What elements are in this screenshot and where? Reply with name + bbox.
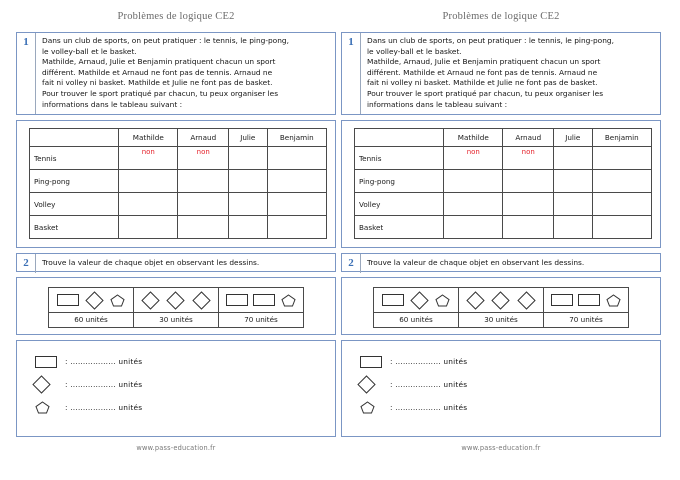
table-header-mathilde: Mathilde (119, 129, 178, 147)
exercise-2-instruction: Trouve la valeur de chaque objet en observant les dessins. (367, 258, 585, 267)
diamond-shape-icon (360, 378, 390, 391)
table-header-arnaud: Arnaud (178, 129, 228, 147)
statement-line: fait ni volley ni basket. Mathilde et Julie ne font pas de basket. (42, 78, 273, 88)
table-cell[interactable] (119, 170, 178, 193)
diamond-shape-icon (492, 291, 510, 309)
statement-line: Dans un club de sports, on peut pratiquer : le tennis, le ping-pong, (367, 36, 614, 45)
shape-group-shapes (459, 288, 543, 312)
diamond-shape-icon (517, 291, 535, 309)
table-cell[interactable] (503, 216, 553, 239)
rectangle-shape-icon (578, 294, 600, 306)
statement-line: Pour trouver le sport pratiqué par chacun, tu peux organiser les (42, 88, 279, 98)
exercise-2-number: 2 (17, 254, 36, 273)
rectangle-shape-icon (226, 294, 248, 306)
table-cell[interactable] (178, 170, 228, 193)
shape-group-value: 70 unités (544, 312, 628, 327)
page-title: Problèmes de logique CE2 (442, 11, 560, 22)
diamond-shape-icon (466, 291, 484, 309)
answer-line[interactable]: : ……………… unités (390, 380, 468, 389)
table-cell[interactable] (119, 216, 178, 239)
table-header-mathilde: Mathilde (444, 129, 503, 147)
statement-line: Dans un club de sports, on peut pratiquer : le tennis, le ping-pong, (42, 36, 289, 45)
shape-group-value: 70 unités (219, 312, 303, 327)
footer-url: www.pass-education.fr (461, 444, 541, 452)
statement-line: différent. Mathilde et Arnaud ne font pas de tennis. Arnaud ne (367, 67, 598, 77)
diamond-shape-icon (167, 291, 185, 309)
diamond-shape-icon (410, 291, 428, 309)
footer-url: www.pass-education.fr (136, 444, 216, 452)
table-cell[interactable]: non (178, 147, 228, 170)
statement-line: différent. Mathilde et Arnaud ne font pas de tennis. Arnaud ne (42, 67, 273, 77)
pentagon-shape-icon (606, 294, 621, 307)
shape-group-value: 30 unités (134, 312, 218, 327)
exercise-1-text (36, 33, 335, 114)
answer-line[interactable]: : ……………… unités (390, 357, 468, 366)
shape-group-value: 30 unités (459, 312, 543, 327)
shape-groups-block (341, 277, 661, 335)
shape-group-shapes (134, 288, 218, 312)
table-cell[interactable] (267, 147, 326, 170)
pentagon-shape-icon (110, 294, 125, 307)
answer-row (17, 350, 335, 373)
table-row-label: Tennis (30, 147, 119, 170)
pentagon-shape-icon (35, 401, 65, 414)
table-cell[interactable] (267, 170, 326, 193)
answer-line[interactable]: : ……………… unités (65, 403, 143, 412)
table-corner-cell (355, 129, 444, 147)
rectangle-shape-icon (35, 356, 65, 368)
rectangle-shape-icon (360, 356, 390, 368)
diamond-shape-icon (35, 378, 65, 391)
answer-line[interactable]: : ……………… unités (390, 403, 468, 412)
table-cell[interactable]: non (444, 147, 503, 170)
statement-line: informations dans le tableau suivant : (367, 99, 508, 109)
table-corner-cell (30, 129, 119, 147)
table-cell[interactable] (444, 170, 503, 193)
table-cell[interactable] (178, 193, 228, 216)
statement-line: Pour trouver le sport pratiqué par chacun, tu peux organiser les (367, 88, 604, 98)
shape-groups (373, 287, 629, 328)
table-row-label: Ping-pong (30, 170, 119, 193)
shape-groups (48, 287, 304, 328)
exercise-2-instruction: Trouve la valeur de chaque objet en observant les dessins. (42, 258, 260, 267)
table-header-benjamin: Benjamin (592, 129, 651, 147)
table-row-label: Ping-pong (355, 170, 444, 193)
table-row-label: Volley (30, 193, 119, 216)
exercise-1-number: 1 (342, 33, 361, 114)
table-header-row (30, 129, 327, 147)
table-cell[interactable] (119, 193, 178, 216)
table-cell[interactable] (503, 170, 553, 193)
shape-group-shapes (374, 288, 458, 312)
table-cell[interactable] (178, 216, 228, 239)
statement-line: fait ni volley ni basket. Mathilde et Julie ne font pas de basket. (367, 78, 598, 88)
answers-block (341, 340, 661, 437)
exercise-2-number: 2 (342, 254, 361, 273)
page-title: Problèmes de logique CE2 (117, 11, 235, 22)
table-cell[interactable] (592, 147, 651, 170)
table-row (30, 170, 327, 193)
table-cell[interactable] (267, 193, 326, 216)
shape-group (134, 288, 219, 327)
pentagon-shape-icon (281, 294, 296, 307)
rectangle-shape-icon (382, 294, 404, 306)
answer-row (342, 396, 660, 419)
shape-group (219, 288, 303, 327)
diamond-shape-icon (141, 291, 159, 309)
logic-table (354, 128, 652, 239)
table-cell[interactable] (553, 216, 592, 239)
table-row (355, 193, 652, 216)
table-cell[interactable] (592, 216, 651, 239)
exercise-1-number: 1 (17, 33, 36, 114)
table-header-benjamin: Benjamin (267, 129, 326, 147)
table-cell[interactable] (553, 147, 592, 170)
exercise-2-statement-block (16, 253, 336, 272)
shape-groups-block (16, 277, 336, 335)
table-cell[interactable] (228, 216, 267, 239)
table-header-row (355, 129, 652, 147)
diamond-shape-icon (85, 291, 103, 309)
diamond-shape-icon (192, 291, 210, 309)
pentagon-shape-icon (360, 401, 390, 414)
table-row (355, 216, 652, 239)
table-cell[interactable] (553, 193, 592, 216)
worksheet-copy-right (341, 10, 661, 452)
statement-line: le volley-ball et le basket. (367, 46, 462, 56)
table-row (30, 193, 327, 216)
shape-group (544, 288, 628, 327)
shape-group-value: 60 unités (49, 312, 133, 327)
exercise-1-text (361, 33, 660, 114)
worksheet-copy-left (16, 10, 336, 452)
statement-line: le volley-ball et le basket. (42, 46, 137, 56)
table-cell[interactable] (267, 216, 326, 239)
table-row-label: Tennis (355, 147, 444, 170)
exercise-1-statement-block (16, 32, 336, 115)
table-cell[interactable] (444, 216, 503, 239)
pentagon-shape-icon (435, 294, 450, 307)
table-cell[interactable] (228, 170, 267, 193)
table-row-label: Basket (355, 216, 444, 239)
rectangle-shape-icon (57, 294, 79, 306)
exercise-1-statement-block (341, 32, 661, 115)
table-cell[interactable] (503, 193, 553, 216)
shape-group (459, 288, 544, 327)
logic-table (29, 128, 327, 239)
shape-group-value: 60 unités (374, 312, 458, 327)
table-cell[interactable]: non (503, 147, 553, 170)
shape-group (374, 288, 459, 327)
answer-line[interactable]: : ……………… unités (65, 380, 143, 389)
table-cell[interactable] (553, 170, 592, 193)
table-header-julie: Julie (228, 129, 267, 147)
answer-row (342, 373, 660, 396)
shape-group-shapes (219, 288, 303, 312)
answer-line[interactable]: : ……………… unités (65, 357, 143, 366)
answer-row (342, 350, 660, 373)
table-row (30, 147, 327, 170)
table-row (30, 216, 327, 239)
answer-row (17, 373, 335, 396)
exercise-2-statement-block (341, 253, 661, 272)
shape-group-shapes (544, 288, 628, 312)
statement-line: Mathilde, Arnaud, Julie et Benjamin pratiquent chacun un sport (367, 57, 601, 67)
table-header-julie: Julie (553, 129, 592, 147)
table-header-arnaud: Arnaud (503, 129, 553, 147)
table-row (355, 147, 652, 170)
table-cell[interactable] (228, 193, 267, 216)
table-cell[interactable]: non (119, 147, 178, 170)
answers-block (16, 340, 336, 437)
rectangle-shape-icon (551, 294, 573, 306)
table-cell[interactable] (592, 170, 651, 193)
rectangle-shape-icon (253, 294, 275, 306)
table-cell[interactable] (444, 193, 503, 216)
statement-line: Mathilde, Arnaud, Julie et Benjamin pratiquent chacun un sport (42, 57, 276, 67)
statement-line: informations dans le tableau suivant : (42, 99, 183, 109)
logic-table-block (341, 120, 661, 248)
logic-table-block (16, 120, 336, 248)
table-row (355, 170, 652, 193)
answer-row (17, 396, 335, 419)
table-cell[interactable] (592, 193, 651, 216)
table-row-label: Volley (355, 193, 444, 216)
shape-group (49, 288, 134, 327)
table-cell[interactable] (228, 147, 267, 170)
shape-group-shapes (49, 288, 133, 312)
table-row-label: Basket (30, 216, 119, 239)
